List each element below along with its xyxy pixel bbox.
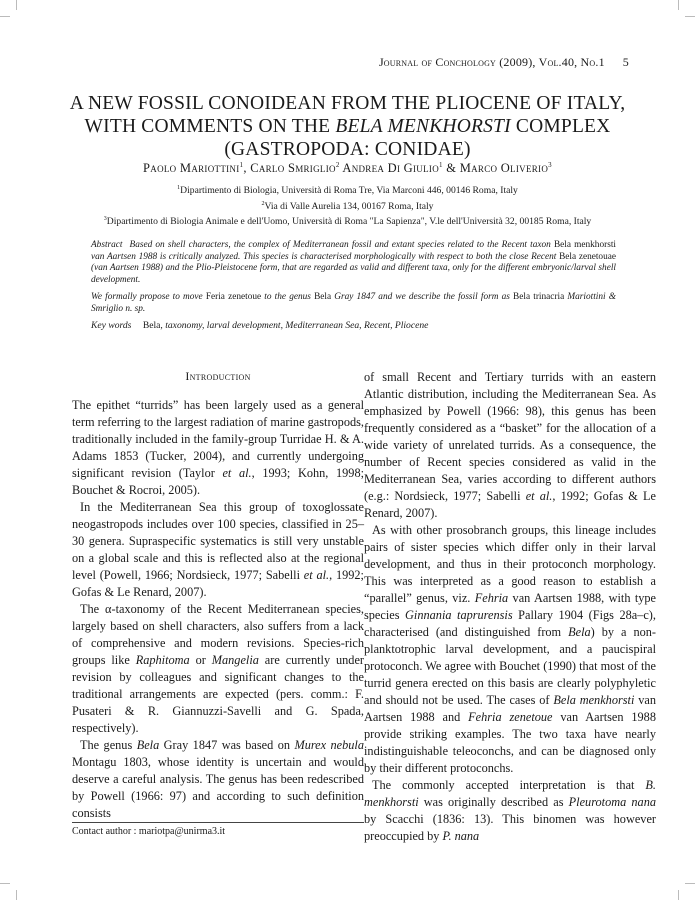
author-list: Paolo Mariottini$^1$, Carlo Smriglio$^2$ Andrea Di Giulio$^1$ & Marco Oliverio$^3$ [143, 161, 552, 176]
body-text: ) by a non-planktotrophic larval development, and a paucispiral protoconch. We agree with Bouchet (1990) that most of the turrid genera erected on this basis are clearly polyphyletic and should not be used. The cases of [364, 625, 656, 707]
crop-mark [678, 890, 679, 900]
author-name: Carlo Smriglio [250, 161, 336, 176]
taxon-name: Bela [314, 292, 332, 303]
italic-term: Bela [568, 625, 591, 639]
italic-term: Fehria [474, 591, 509, 605]
abstract-text: We formally propose to move [91, 292, 206, 303]
abstract-paragraph [91, 292, 616, 315]
running-head [379, 55, 629, 70]
affiliation-line [60, 213, 635, 229]
title-text: COMPLEX [510, 116, 611, 137]
body-text: The commonly accepted interpretation is that [372, 778, 646, 792]
italic-term: Bela [136, 738, 160, 752]
affiliations [60, 182, 635, 229]
taxon-name: Bela menkhorsti [553, 240, 616, 250]
affiliation-marker: 2 [335, 161, 340, 169]
italic-term: Raphitoma [135, 653, 190, 667]
abstract-text: (van Aartsen 1988) and the Plio-Pleistocene form, that are regarded as valid and different taxa, only for the different embryonic/larval shell development. [91, 263, 616, 285]
italic-term: et al. [525, 489, 553, 503]
body-text: Pallary 1904 (Figs 28a–c), characterised (and distinguished from [364, 608, 656, 639]
body-text: The α-taxonomy of the Recent Mediterranean species, largely based on shell characters, also suffers from a lack of comprehensive and modern revisions. Species-rich groups like [72, 602, 364, 667]
abstract-text: Mariottini & Smriglio n. sp. [91, 292, 617, 314]
body-paragraph [72, 737, 364, 822]
body-text: The epithet “turrids” has been largely used as a general term referring to the largest radiation of marine gastropods, traditionally included in the family-group Turridae H. & A. Adams 1853 (Tucker, 2004), and currently undergoing significant revision (Taylor [72, 398, 364, 480]
body-paragraph [72, 499, 364, 601]
body-text: of small Recent and Tertiary turrids with an eastern Atlantic distribution, including the Mediterranean Sea. As emphasized by Powell (1966: 98), this genus has been frequently considered as a “basket” for the allocation of a wide variety of unrelated turrids. As a consequence, the number of Recent species considered as valid in the Mediterranean Sea, varies according to different authors (e.g.: Nordsieck, 1977; Sabelli [364, 370, 656, 503]
crop-mark [678, 0, 679, 10]
section-heading: Introduction [185, 369, 251, 383]
crop-mark [685, 16, 695, 17]
article-title [40, 92, 655, 161]
body-text: , 1992; Gofas & Le Renard, 2007). [72, 568, 364, 599]
left-column [72, 366, 364, 822]
body-text: , 1992; Gofas & Le Renard, 2007). [364, 489, 656, 520]
affiliation-text: Dipartimento di Biologia Animale e dell'Uomo, Università di Roma "La Sapienza", V.le dell'Università 32, 00185 Roma, Italy [106, 216, 592, 228]
affiliation-marker: 3 [548, 161, 552, 169]
right-column [364, 369, 656, 845]
keywords [91, 320, 616, 331]
abstract-text: to the genus [261, 292, 315, 303]
body-text: van Aartsen 1988, with type species [364, 591, 656, 622]
title-text: WITH COMMENTS ON THE [84, 116, 336, 137]
crop-mark [16, 0, 17, 10]
body-text: van Aartsen 1988 and [364, 693, 656, 724]
keyword-text: , taxonomy, larval development, Mediterranean Sea, Recent, Pliocene [160, 320, 429, 331]
affiliation-marker: 1 [439, 161, 443, 169]
author-name: Marco Oliverio [459, 161, 549, 176]
body-text: In the Mediterranean Sea this group of toxoglossate neogastropods includes over 100 species, classified in 25–30 genera. Supraspecific systematics is still very unstable on a global scale and this is reflected also at the regional level (Powell, 1966; Nordsieck, 1977; Sabelli [72, 500, 364, 582]
keyword-taxon: Bela [142, 320, 161, 331]
body-paragraph [364, 777, 656, 845]
italic-term: et al. [303, 568, 330, 582]
abstract [91, 240, 616, 322]
taxon-name: Bela zenetouae [559, 251, 616, 262]
journal-citation: Journal of Conchology (2009), Vol.40, No.1 [378, 55, 605, 69]
taxon-name: Feria zenetoue [205, 292, 262, 303]
italic-term: Mangelia [211, 653, 259, 667]
italic-term: Fehria zenetoue [468, 710, 553, 724]
abstract-text: Based on shell characters, the complex of Mediterranean fossil and extant species related to the Recent taxon [129, 240, 554, 250]
italic-term: Pleurotoma nana [568, 795, 656, 809]
body-text: , 1993; Kohn, 1998; Bouchet & Rocroi, 2005). [72, 466, 365, 497]
keywords-label: Key words [91, 320, 132, 331]
title-line: (GASTROPODA: CONIDAE) [224, 139, 471, 160]
body-text: or [189, 653, 212, 667]
body-text: was originally described as [418, 795, 569, 809]
italic-term: P. nana [442, 829, 480, 843]
crop-mark [0, 16, 10, 17]
author-name: Andrea Di Giulio [342, 161, 439, 176]
crop-mark [0, 883, 10, 884]
italic-term: B. menkhorsti [364, 778, 656, 809]
footnote-divider [72, 822, 364, 823]
body-text: The genus [80, 738, 137, 752]
crop-mark [16, 890, 17, 900]
taxon-name: Bela trinacria [513, 292, 565, 303]
abstract-text: van Aartsen 1988 is critically analyzed. This species is characterised morphologically with respect to both the close Recent [91, 251, 560, 262]
italic-term: Ginnania taprurensis [405, 608, 513, 622]
affiliation-marker: 2 [261, 200, 265, 207]
affiliation-line [60, 198, 635, 214]
title-line: A NEW FOSSIL CONOIDEAN FROM THE PLIOCENE OF ITALY, [69, 93, 626, 114]
abstract-label: Abstract [91, 240, 123, 250]
contact-footnote: Contact author : mariotpa@unirma3.it [72, 826, 226, 837]
title-line [40, 115, 655, 138]
italic-term: Murex nebula [294, 738, 364, 752]
italic-term: et al. [222, 466, 252, 480]
body-text: van Aartsen 1988 provide striking examples. The two taxa have nearly indistinguishable teleoconchs, and can be diagnosed only by their different protoconchs. [364, 710, 656, 775]
affiliation-marker: 1 [177, 185, 181, 191]
affiliation-text: Via di Valle Aurelia 134, 00167 Roma, Italy [264, 200, 434, 212]
title-taxon: BELA MENKHORSTI [335, 116, 511, 137]
body-paragraph [72, 601, 364, 737]
author-name: Paolo Mariottini [143, 161, 240, 176]
body-paragraph [72, 397, 364, 499]
abstract-paragraph [91, 240, 616, 286]
body-text: by Scacchi (1836: 13). This binomen was however preoccupied by [364, 812, 656, 843]
affiliation-text: Dipartimento di Biologia, Università di Roma Tre, Via Marconi 446, 00146 Roma, Italy [180, 185, 518, 197]
body-text: are currently under revision by colleagues and significant changes to the traditional arrangements are expected (pers. comm.: F. Pusateri & R. Giannuzzi-Savelli and G. Spada, respectively). [72, 653, 364, 735]
body-paragraph [364, 522, 656, 777]
body-text: Gray 1847 was based on [159, 738, 295, 752]
crop-mark [685, 883, 695, 884]
affiliation-marker: 1 [239, 161, 244, 169]
body-text: As with other prosobranch groups, this lineage includes pairs of sister species which differ only in their larval development, and thus in their protoconch morphology. This was interpreted as a good reason to establish a “parallel” genus, viz. [364, 523, 656, 605]
body-text: Montagu 1803, whose identity is uncertain and would deserve a careful analysis. The genus has been redescribed by Powell (1966: 97) and according to such definition consists [72, 755, 364, 820]
affiliation-marker: 3 [103, 216, 107, 223]
affiliation-line [60, 182, 635, 198]
body-paragraph [364, 369, 656, 522]
abstract-text: Gray 1847 and we describe the fossil form as [331, 292, 514, 303]
page-number: 5 [622, 55, 629, 69]
italic-term: Bela menkhorsti [553, 693, 635, 707]
